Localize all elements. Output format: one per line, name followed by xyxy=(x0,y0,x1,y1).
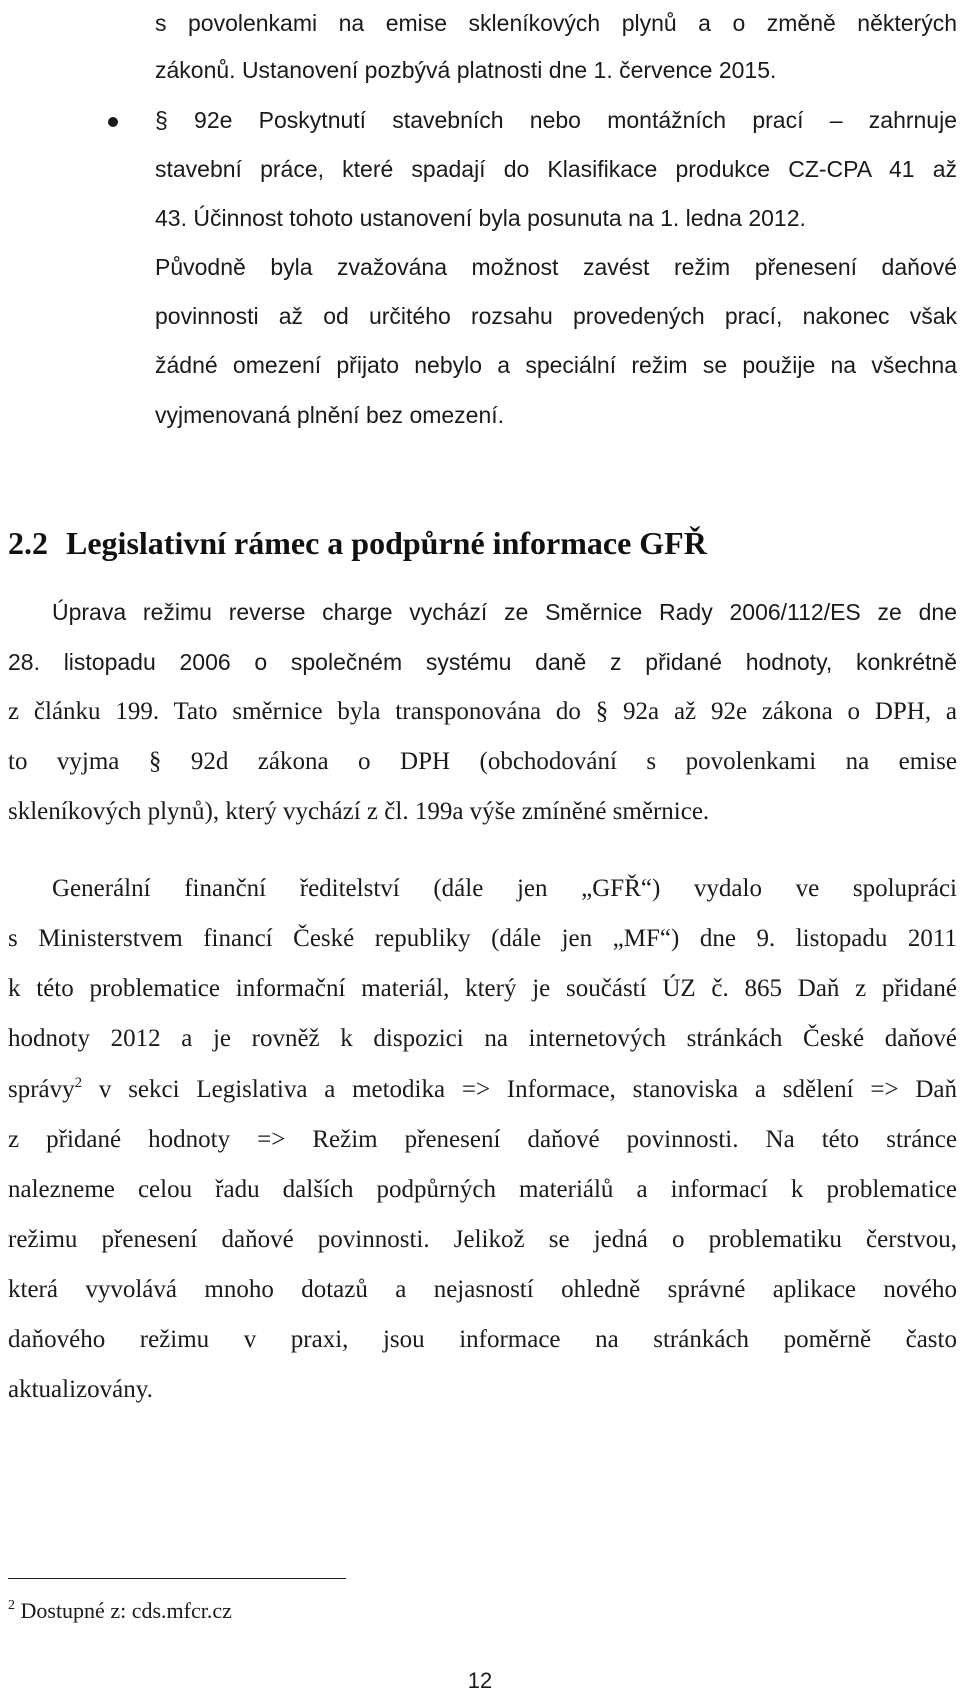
paragraph-line: daňového režimu v praxi, jsou informace na stránkách poměrně často xyxy=(8,1326,957,1353)
section-title: Legislativní rámec a podpůrné informace GFŘ xyxy=(66,525,707,561)
bullet-line: vyjmenovaná plnění bez omezení. xyxy=(155,402,505,428)
paragraph-text: v sekci Legislativa a metodika => Informace, stanoviska a sdělení => Daň xyxy=(82,1076,957,1103)
paragraph-line: aktualizovány. xyxy=(8,1376,153,1403)
page-number: 12 xyxy=(467,1668,493,1693)
paragraph-line: skleníkových plynů), který vychází z čl. 199a výše zmíněné směrnice. xyxy=(8,798,710,825)
paragraph-line: nalezneme celou řadu dalších podpůrných materiálů a informací k problematice xyxy=(8,1176,957,1203)
footnote-text: Dostupné z: cds.mfcr.cz xyxy=(15,1598,232,1623)
footnote xyxy=(8,1597,232,1625)
bullet-line: žádné omezení přijato nebylo a speciální režim se použije na všechna xyxy=(155,352,957,378)
bullet-line: povinnosti až od určitého rozsahu provedených prací, nakonec však xyxy=(155,303,957,329)
footnote-divider xyxy=(8,1578,346,1579)
paragraph-text: správy xyxy=(8,1076,75,1103)
bullet-line: Původně byla zvažována možnost zavést režim přenesení daňové xyxy=(155,254,957,280)
paragraph-line: s Ministerstvem financí České republiky (dále jen „MF“) dne 9. listopadu 2011 xyxy=(8,925,957,952)
footnote-reference: 2 xyxy=(74,1075,83,1091)
paragraph-line: 28. listopadu 2006 o společném systému daně z přidané hodnoty, konkrétně xyxy=(8,649,957,675)
paragraph-line: to vyjma § 92d zákona o DPH (obchodování s povolenkami na emise xyxy=(8,748,957,775)
paragraph-line: Úprava režimu reverse charge vychází ze Směrnice Rady 2006/112/ES ze dne xyxy=(52,599,957,625)
section-heading xyxy=(8,523,707,563)
section-number: 2.2 xyxy=(8,525,48,561)
paragraph-line: z přidané hodnoty => Režim přenesení daňové povinnosti. Na této stránce xyxy=(8,1126,957,1153)
bullet-line: § 92e Poskytnutí stavebních nebo montážních prací – zahrnuje xyxy=(155,107,957,133)
intro-line: zákonů. Ustanovení pozbývá platnosti dne 1. července 2015. xyxy=(155,57,777,83)
intro-line: s povolenkami na emise skleníkových plynů a o změně některých xyxy=(155,10,957,36)
paragraph-line xyxy=(8,1075,957,1105)
paragraph-line: k této problematice informační materiál, který je součástí ÚZ č. 865 Daň z přidané xyxy=(8,975,957,1002)
bullet-line: stavební práce, které spadají do Klasifikace produkce CZ-CPA 41 až xyxy=(155,156,957,182)
paragraph-line: z článku 199. Tato směrnice byla transponována do § 92a až 92e zákona o DPH, a xyxy=(8,698,957,725)
paragraph-line: režimu přenesení daňové povinnosti. Jelikož se jedná o problematiku čerstvou, xyxy=(8,1226,957,1253)
paragraph-line: Generální finanční ředitelství (dále jen „GFŘ“) vydalo ve spolupráci xyxy=(52,875,957,902)
paragraph-line: hodnoty 2012 a je rovněž k dispozici na internetových stránkách České daňové xyxy=(8,1025,957,1052)
paragraph-line: která vyvolává mnoho dotazů a nejasností ohledně správné aplikace nového xyxy=(8,1276,957,1303)
bullet-line: 43. Účinnost tohoto ustanovení byla posunuta na 1. ledna 2012. xyxy=(155,205,806,231)
bullet-dot-icon xyxy=(108,117,118,127)
footnote-marker: 2 xyxy=(8,1598,15,1613)
